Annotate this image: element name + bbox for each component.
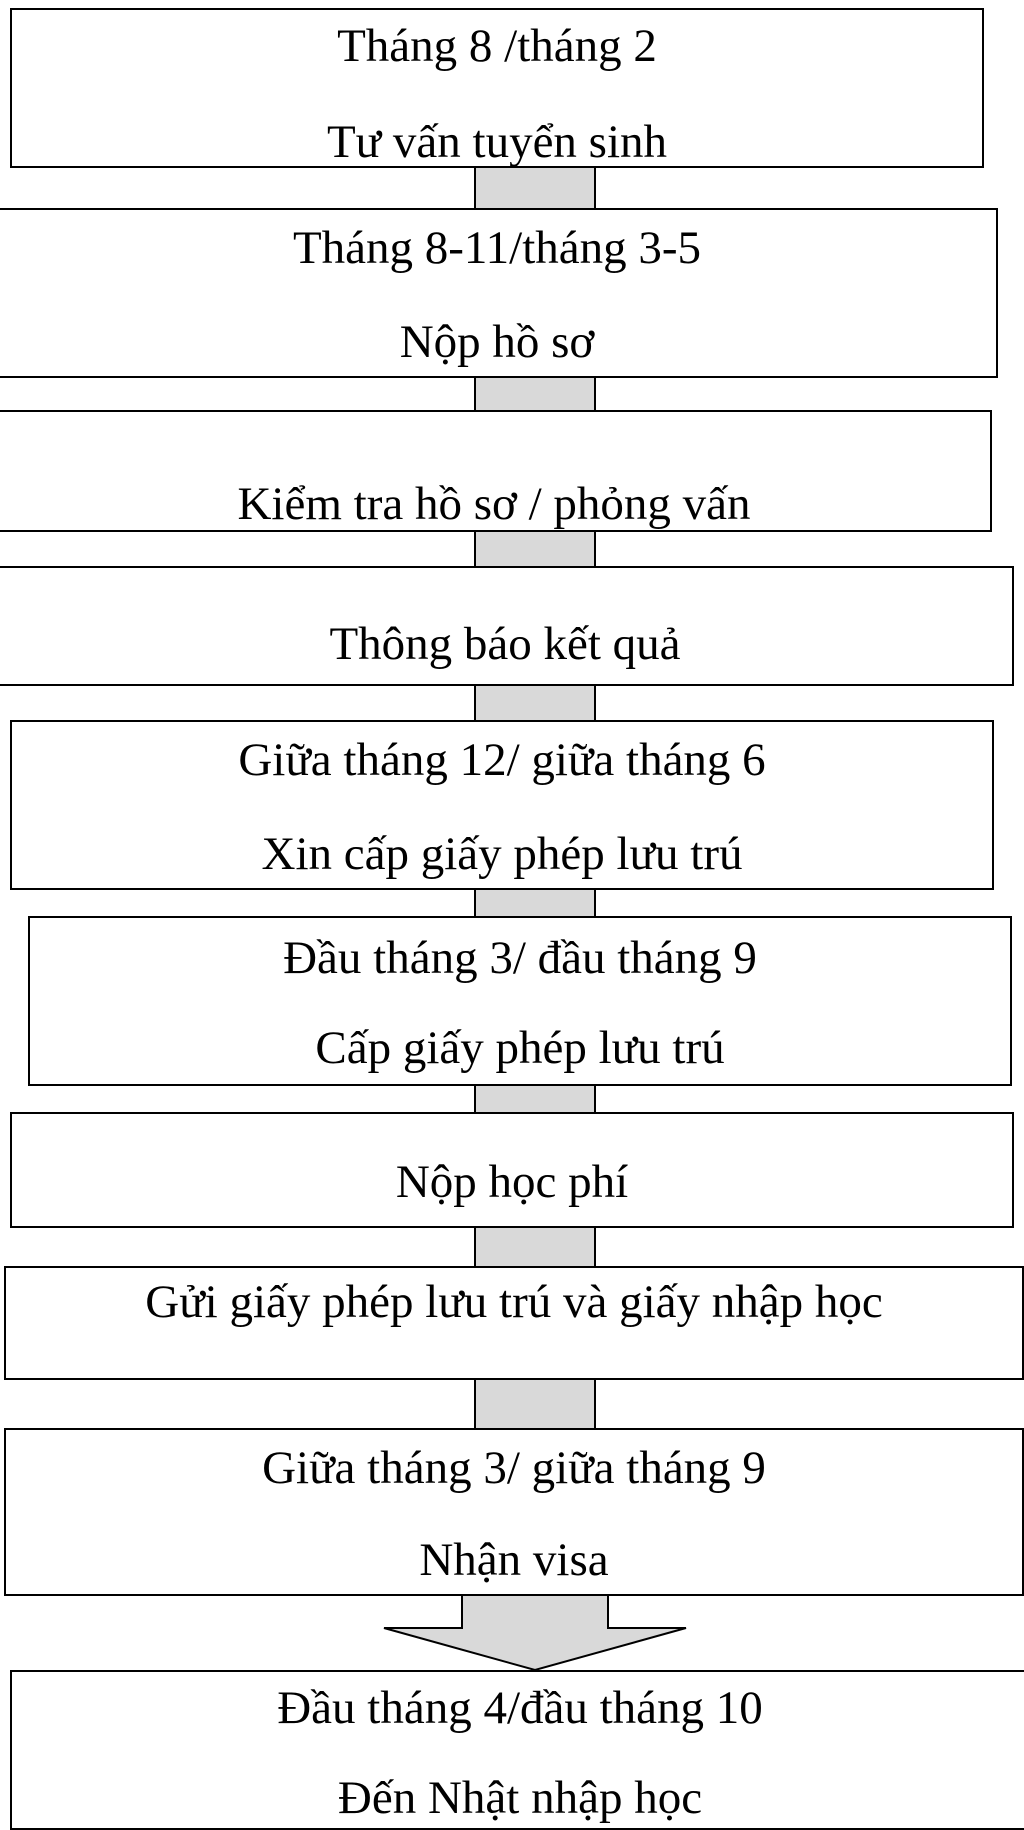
connector-3	[474, 530, 596, 568]
step-period: Gửi giấy phép lưu trú và giấy nhập học	[145, 1276, 883, 1328]
step-consultation	[10, 8, 984, 168]
step-review-interview	[0, 410, 992, 532]
step-label: Đến Nhật nhập học	[337, 1772, 703, 1824]
step-label: Tư vấn tuyển sinh	[326, 116, 668, 168]
step-apply-residence-permit	[10, 720, 994, 890]
step-issue-residence-permit	[28, 916, 1012, 1086]
step-pay-tuition	[10, 1112, 1014, 1228]
connector-2	[474, 376, 596, 412]
step-receive-visa	[4, 1428, 1024, 1596]
step-period: Đầu tháng 3/ đầu tháng 9	[283, 932, 757, 984]
step-period: Tháng 8-11/tháng 3-5	[292, 222, 702, 274]
step-label: Nhận visa	[419, 1534, 609, 1586]
step-results	[0, 566, 1014, 686]
step-period: Đầu tháng 4/đầu tháng 10	[277, 1682, 763, 1734]
step-send-permit-and-admission	[4, 1266, 1024, 1380]
step-period: Giữa tháng 3/ giữa tháng 9	[262, 1442, 766, 1494]
step-submit-documents	[0, 208, 998, 378]
connector-5	[474, 888, 596, 918]
down-arrow-icon	[380, 1594, 690, 1672]
step-label: Xin cấp giấy phép lưu trú	[261, 828, 743, 880]
step-label: Cấp giấy phép lưu trú	[315, 1022, 725, 1074]
step-label: Nộp học phí	[395, 1156, 629, 1208]
connector-8	[474, 1378, 596, 1430]
step-label: Nộp hồ sơ	[399, 316, 595, 368]
connector-4	[474, 684, 596, 722]
step-period: Tháng 8 /tháng 2	[337, 20, 657, 72]
step-arrive-in-japan	[10, 1670, 1024, 1830]
step-label: Kiểm tra hồ sơ / phỏng vấn	[237, 478, 751, 530]
connector-7	[474, 1226, 596, 1268]
connector-1	[474, 166, 596, 210]
connector-6	[474, 1084, 596, 1114]
step-period: Giữa tháng 12/ giữa tháng 6	[238, 734, 766, 786]
step-label: Thông báo kết quả	[329, 618, 681, 670]
